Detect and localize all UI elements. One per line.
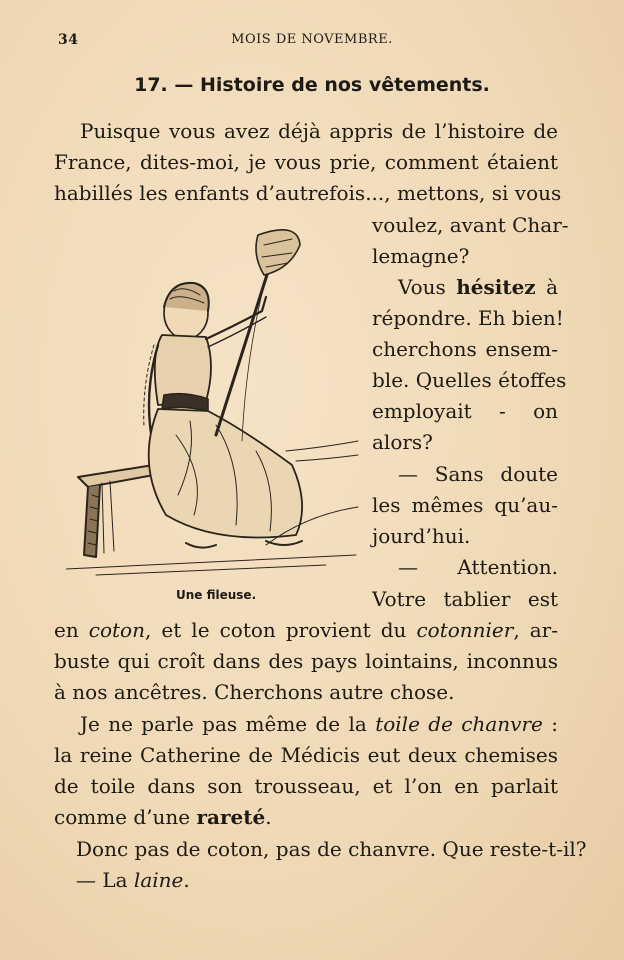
text-line: Je ne parle pas même de la toile de chanvre :: [80, 712, 558, 736]
text-line: Vous hésitez à: [398, 275, 559, 299]
text-line: — Attention.: [398, 555, 558, 579]
illustration-caption: Une fileuse.: [176, 588, 257, 602]
text-line: les mêmes qu’au-: [372, 493, 558, 517]
section-heading: 17. — Histoire de nos vêtements.: [134, 74, 490, 96]
text-line: habillés les enfants d’autrefois..., mettons, si vous: [54, 181, 562, 205]
text-line: comme d’une rareté.: [54, 805, 272, 829]
text-line: France, dites-moi, je vous prie, comment étaient: [54, 150, 558, 174]
page-number: 34: [58, 32, 79, 48]
text-line: ble. Quelles étoffes: [372, 368, 567, 392]
text-line: lemagne?: [372, 244, 470, 268]
text-line: jourd’hui.: [372, 524, 471, 548]
text-line: de toile dans son trousseau, et l’on en parlait: [54, 774, 558, 798]
emphasis: hésitez: [456, 275, 536, 299]
text-line: buste qui croît dans des pays lointains, inconnus: [54, 649, 558, 673]
text-line: — La laine.: [76, 868, 190, 892]
running-title: MOIS DE NOVEMBRE.: [231, 32, 393, 47]
page-header: [0, 32, 624, 52]
text-line: à nos ancêtres. Cherchons autre chose.: [54, 680, 455, 704]
spinner-woman-illustration: [66, 215, 366, 585]
text-line: en coton, et le coton provient du cotonnier, ar-: [54, 618, 558, 642]
text-line: Donc pas de coton, pas de chanvre. Que reste-t-il?: [76, 837, 587, 861]
text-line: la reine Catherine de Médicis eut deux chemises: [54, 743, 558, 767]
text-line: Votre tablier est: [372, 587, 558, 611]
text-line: cherchons ensem-: [372, 337, 558, 361]
text-line: voulez, avant Char-: [372, 213, 569, 237]
text-line: — Sans doute: [398, 462, 558, 486]
text-line: Puisque vous avez déjà appris de l’histoire de: [80, 119, 558, 143]
text-line: employait - on: [372, 399, 558, 423]
text-line: répondre. Eh bien!: [372, 306, 564, 330]
text-line: alors?: [372, 430, 433, 454]
